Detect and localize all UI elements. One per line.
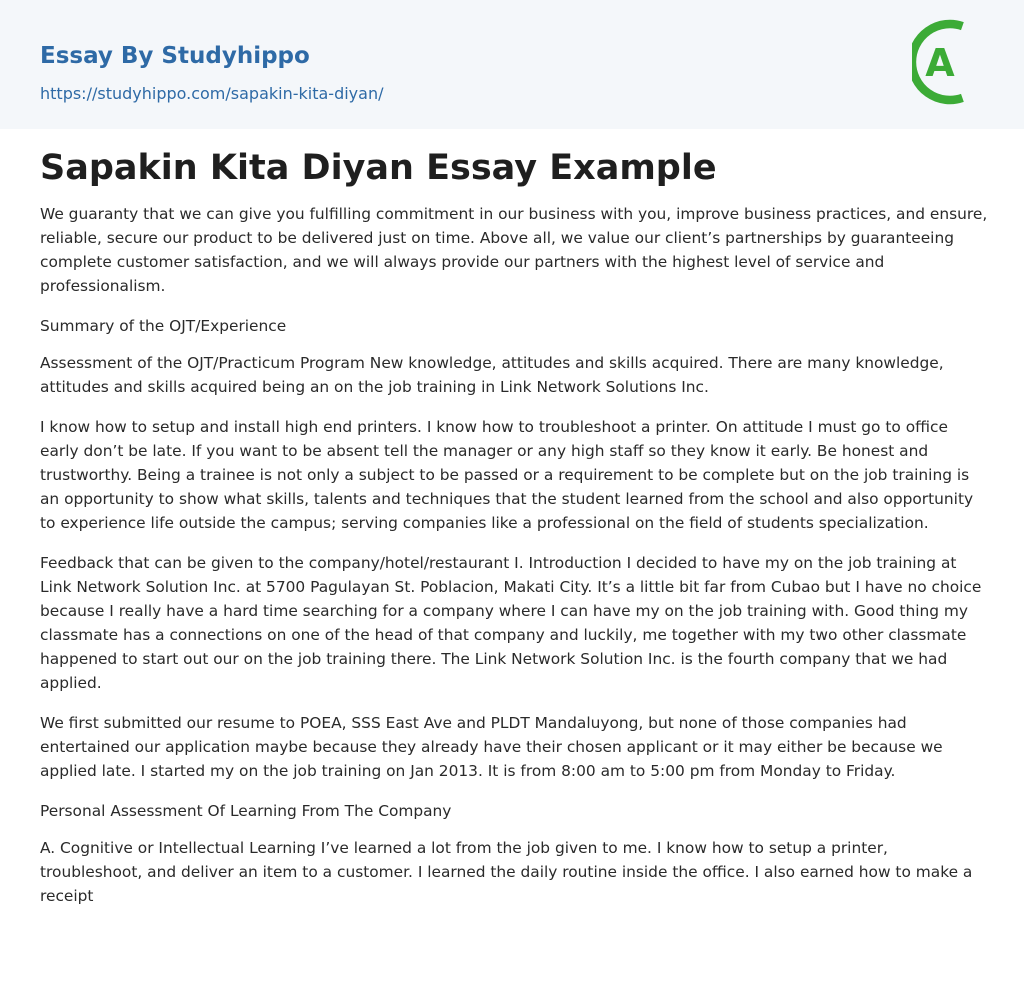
article-body xyxy=(40,140,988,924)
paragraph-intro: We guaranty that we can give you fulfilling commitment in our business with you, improve business practices, and ensure, reliable, secure our product to be delivered just on time. Above all, we value our client’s partnerships by guaranteeing complete customer satisfaction, and we will always provide our partners with the highest level of service and professionalism. xyxy=(40,205,988,295)
paragraph-resume: We first submitted our resume to POEA, SSS East Ave and PLDT Mandaluyong, but none of those companies had entertained our application maybe because they already have their chosen applicant or it may either be because we applied late. I started my on the job training on Jan 2013. It is from 8:00 am to 5:00 pm from Monday to Friday. xyxy=(40,714,943,780)
brand-title[interactable]: Essay By Studyhippo xyxy=(40,43,310,69)
subheading-ojt-summary: Summary of the OJT/Experience xyxy=(40,317,287,335)
site-header xyxy=(0,0,1024,129)
subheading-personal-assessment: Personal Assessment Of Learning From The Company xyxy=(40,802,452,820)
article-title: Sapakin Kita Diyan Essay Example xyxy=(40,148,717,188)
paragraph-feedback: Feedback that can be given to the company/hotel/restaurant I. Introduction I decided to have my on the job training at Link Network Solution Inc. at 5700 Pagulayan St. Poblacion, Makati City. It’s a little bit far from Cubao but I have no choice because I really have a hard time searching for a company where I can have my on the job training with. Good thing my classmate has a connections on one of the head of that company and luckily, me together with my two other classmate happened to start out our on the job training there. The Link Network Solution Inc. is the fourth company that we had applied. xyxy=(40,554,982,692)
paragraph-assessment: Assessment of the OJT/Practicum Program New knowledge, attitudes and skills acquired. There are many knowledge, attitudes and skills acquired being an on the job training in Link Network Solutions Inc. xyxy=(40,354,944,396)
logo-letter: A xyxy=(925,41,955,85)
paragraph-cognitive-learning: A. Cognitive or Intellectual Learning I’ve learned a lot from the job given to me. I know how to setup a printer, troubleshoot, and deliver an item to a customer. I learned the daily routine inside the office. I also earned how to make a receipt xyxy=(40,839,973,905)
source-url-link[interactable]: https://studyhippo.com/sapakin-kita-diyan/ xyxy=(40,84,384,103)
paragraph-skills: I know how to setup and install high end printers. I know how to troubleshoot a printer. On attitude I must go to office early don’t be late. If you want to be absent tell the manager or any high staff so they know it early. Be honest and trustworthy. Being a trainee is not only a subject to be passed or a requirement to be complete but on the job training is an opportunity to show what skills, talents and techniques that the student learned from the school and also opportunity to experience life outside the campus; serving companies like a professional on the field of students specialization. xyxy=(40,418,974,532)
studyhippo-logo-icon[interactable] xyxy=(912,18,988,106)
